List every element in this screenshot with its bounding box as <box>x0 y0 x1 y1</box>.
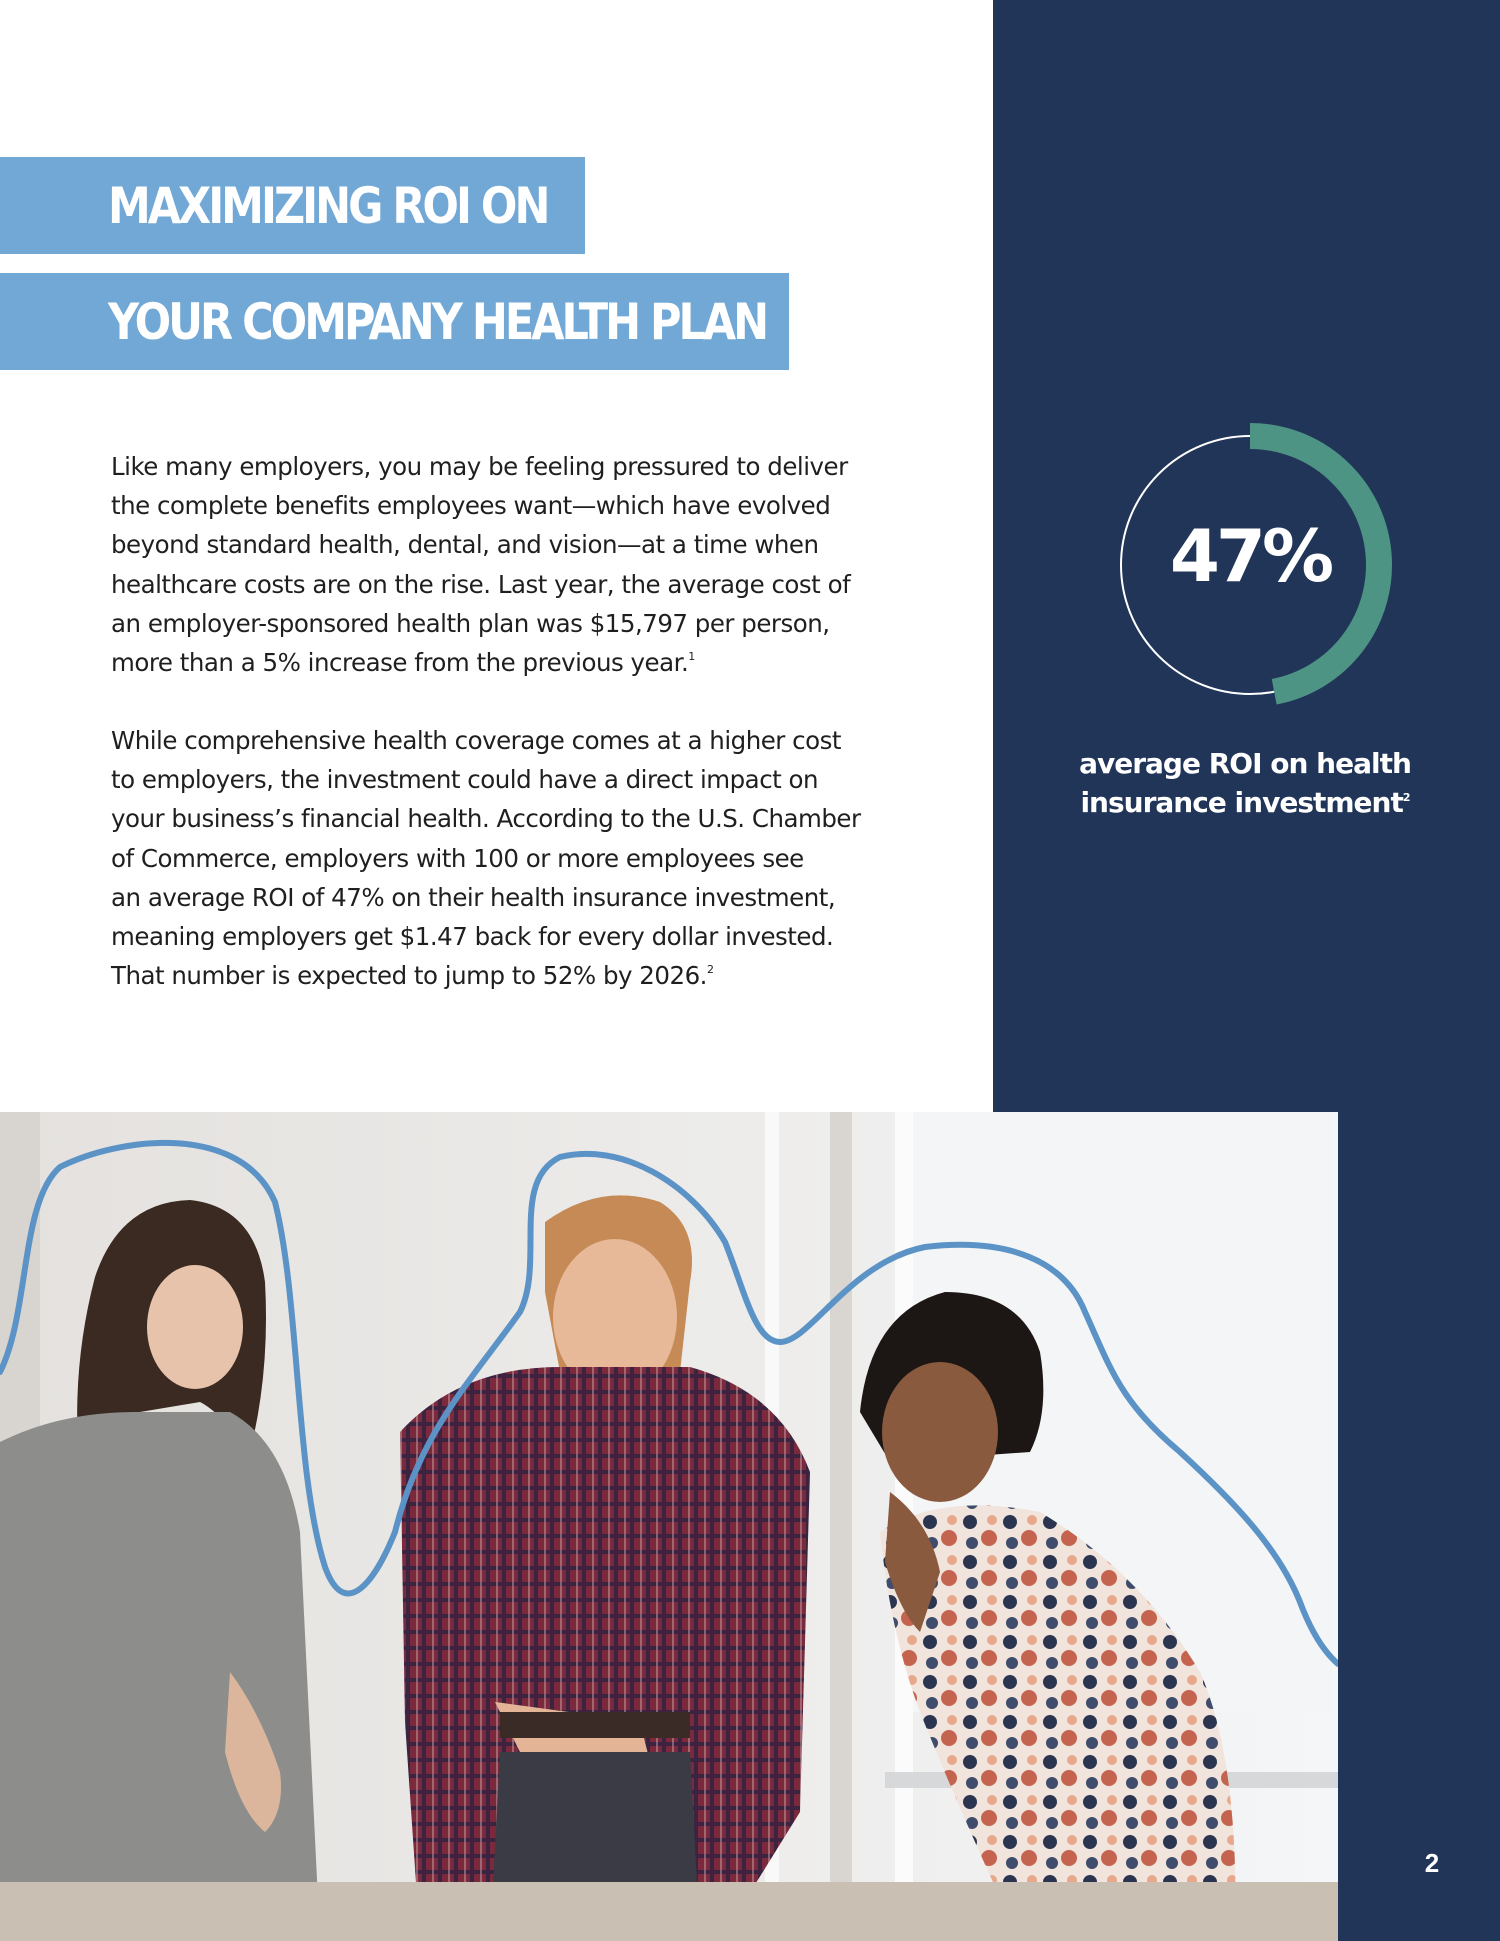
paragraph-line: your business’s financial health. According to the U.S. Chamber <box>111 804 861 834</box>
paragraph-line: an employer-sponsored health plan was $15,797 per person, <box>111 608 830 638</box>
stat-caption <box>1045 744 1445 822</box>
paragraph-line: of Commerce, employers with 100 or more employees see <box>111 843 804 873</box>
stat-caption-text: insurance investment <box>1080 786 1403 819</box>
table <box>0 1882 1338 1941</box>
stat-value: 47% <box>1169 514 1331 598</box>
paragraph-line: an average ROI of 47% on their health insurance investment, <box>111 882 836 912</box>
paragraph-line-text: That number is expected to jump to 52% by 2026. <box>111 961 707 991</box>
title-bar-2 <box>0 273 789 370</box>
paragraph-line: the complete benefits employees want—which have evolved <box>111 491 831 521</box>
page-title-line-1: MAXIMIZING ROI ON <box>108 176 548 235</box>
stat-caption-line-1: average ROI on health <box>1079 747 1411 780</box>
body-paragraph-2 <box>111 721 911 995</box>
office-team-photo <box>0 1112 1338 1941</box>
photo-illustration <box>0 1112 1338 1941</box>
title-bar-1 <box>0 157 585 254</box>
paragraph-line-last <box>111 956 911 995</box>
paragraph-line: healthcare costs are on the rise. Last year, the average cost of <box>111 569 851 599</box>
paragraph-line: While comprehensive health coverage comes at a higher cost <box>111 726 841 755</box>
paragraph-line: beyond standard health, dental, and vision—at a time when <box>111 530 819 560</box>
paragraph-line-last <box>111 643 911 682</box>
footnote-marker: 1 <box>688 650 695 664</box>
paragraph-line-text: more than a 5% increase from the previous year. <box>111 648 689 678</box>
body-paragraph-1 <box>111 447 911 682</box>
page-number: 2 <box>1424 1848 1440 1878</box>
paragraph-line: Like many employers, you may be feeling pressured to deliver <box>111 452 848 481</box>
stat-caption-line-2 <box>1045 783 1445 822</box>
footnote-marker: 2 <box>1402 791 1410 804</box>
page-title-line-2: YOUR COMPANY HEALTH PLAN <box>108 292 767 351</box>
paragraph-line: to employers, the investment could have a direct impact on <box>111 765 819 795</box>
paragraph-line: meaning employers get $1.47 back for every dollar invested. <box>111 922 834 952</box>
footnote-marker: 2 <box>706 963 714 977</box>
